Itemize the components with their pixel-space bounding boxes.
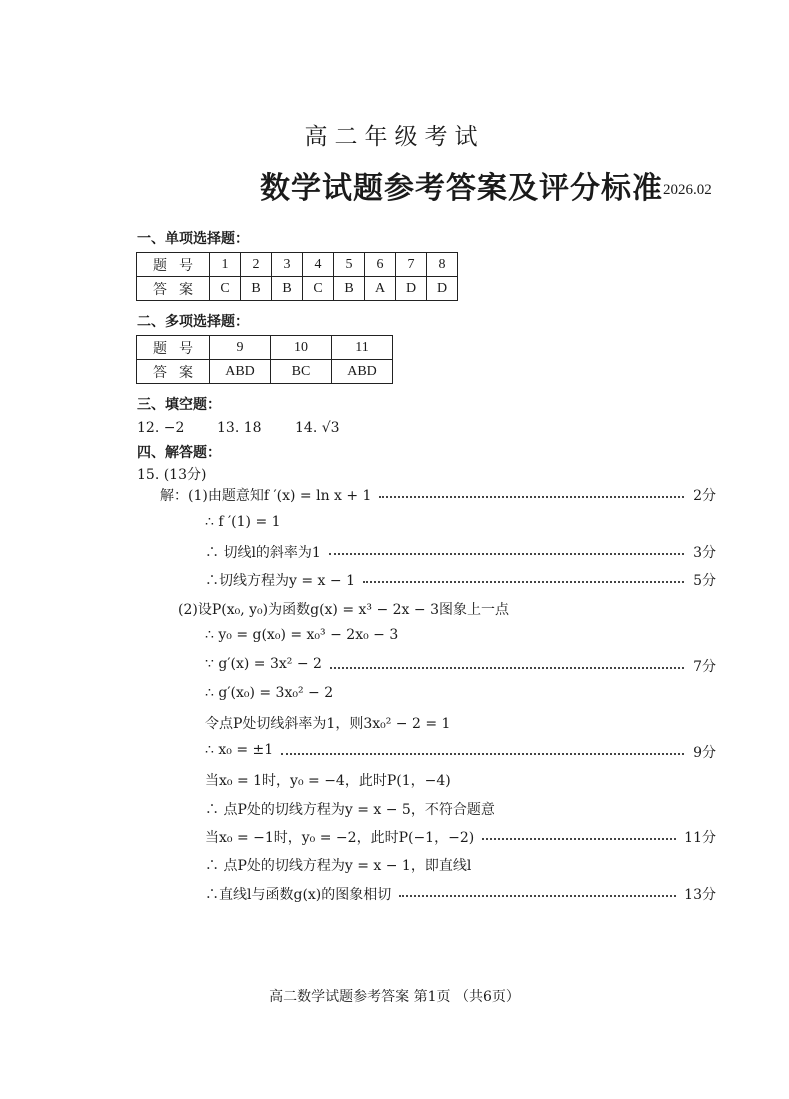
solution-line: 解：(1)由题意知f ′(x) = ln x + 1	[160, 488, 372, 504]
row-label-number: 题号	[137, 253, 210, 277]
table-cell: 8	[427, 253, 458, 277]
table-cell: ABD	[210, 360, 271, 384]
row-label-answer: 答案	[137, 360, 210, 384]
table-row	[137, 336, 393, 360]
fill-answer-14: 14. √3	[295, 420, 340, 436]
dotted-leader	[363, 581, 684, 583]
page-footer: 高二数学试题参考答案 第1页 （共6页）	[269, 989, 520, 1005]
solution-line: ∴ g′(x₀) = 3x₀² − 2	[205, 685, 334, 701]
table-cell: C	[303, 277, 334, 301]
dotted-leader	[399, 895, 676, 897]
solution-line: ∴ f ′(1) = 1	[205, 514, 281, 530]
table-row	[137, 253, 458, 277]
table-cell: 10	[271, 336, 332, 360]
dotted-leader	[330, 667, 684, 669]
row-label-answer: 答案	[137, 277, 210, 301]
score-mark: 11分	[684, 830, 716, 846]
fill-answer-13: 13. 18	[217, 420, 262, 436]
table-cell: 3	[272, 253, 303, 277]
score-mark: 5分	[693, 573, 716, 589]
document-title: 数学试题参考答案及评分标准	[260, 171, 663, 206]
solution-line: ∴ 点P处的切线方程为y = x − 5，不符合题意	[205, 802, 495, 818]
score-mark: 9分	[693, 745, 716, 761]
table-row	[137, 360, 393, 384]
single-choice-answer-table	[136, 252, 458, 301]
solution-line: ∴切线方程为y = x − 1	[205, 573, 355, 589]
solution-line: ∴ 切线l的斜率为1	[205, 545, 321, 561]
table-row	[137, 277, 458, 301]
exam-grade-heading: 高二年级考试	[304, 124, 485, 150]
dotted-leader	[329, 553, 684, 555]
row-label-number: 题号	[137, 336, 210, 360]
solution-line: (2)设P(x₀, y₀)为函数g(x) = x³ − 2x − 3图象上一点	[178, 602, 509, 618]
multi-choice-answer-table	[136, 335, 393, 384]
table-cell: 2	[241, 253, 272, 277]
score-mark: 3分	[693, 545, 716, 561]
table-cell: 6	[365, 253, 396, 277]
fill-answer-12: 12. −2	[137, 420, 185, 436]
table-cell: 11	[332, 336, 393, 360]
table-cell: 7	[396, 253, 427, 277]
solution-line: 令点P处切线斜率为1，则3x₀² − 2 = 1	[205, 716, 451, 732]
dotted-leader	[281, 753, 684, 755]
dotted-leader	[379, 496, 684, 498]
section-solution-heading: 四、解答题：	[137, 445, 221, 461]
table-cell: A	[365, 277, 396, 301]
solution-line: 当x₀ = 1时，y₀ = −4，此时P(1，−4)	[205, 773, 451, 789]
table-cell: B	[241, 277, 272, 301]
table-cell: 1	[210, 253, 241, 277]
solution-line: 当x₀ = −1时，y₀ = −2，此时P(−1，−2)	[205, 830, 475, 846]
table-cell: B	[334, 277, 365, 301]
problem-15-heading: 15. (13分)	[137, 467, 207, 483]
section-fill-blank-heading: 三、填空题：	[137, 397, 221, 413]
score-mark: 2分	[693, 488, 716, 504]
solution-line: ∴ y₀ = g(x₀) = x₀³ − 2x₀ − 3	[205, 627, 399, 643]
table-cell: C	[210, 277, 241, 301]
score-mark: 7分	[693, 659, 716, 675]
solution-line: ∴ 点P处的切线方程为y = x − 1，即直线l	[205, 858, 472, 874]
exam-date: 2026.02	[663, 182, 712, 198]
table-cell: B	[272, 277, 303, 301]
dotted-leader	[482, 838, 676, 840]
section-single-choice-heading: 一、单项选择题：	[137, 231, 249, 247]
solution-line: ∵ g′(x) = 3x² − 2	[205, 656, 322, 672]
solution-line: ∴ x₀ = ±1	[205, 742, 274, 758]
table-cell: ABD	[332, 360, 393, 384]
score-mark: 13分	[684, 887, 716, 903]
table-cell: 5	[334, 253, 365, 277]
section-multi-choice-heading: 二、多项选择题：	[137, 314, 249, 330]
table-cell: 9	[210, 336, 271, 360]
table-cell: D	[427, 277, 458, 301]
table-cell: D	[396, 277, 427, 301]
table-cell: BC	[271, 360, 332, 384]
table-cell: 4	[303, 253, 334, 277]
solution-line: ∴直线l与函数g(x)的图象相切	[205, 887, 392, 903]
